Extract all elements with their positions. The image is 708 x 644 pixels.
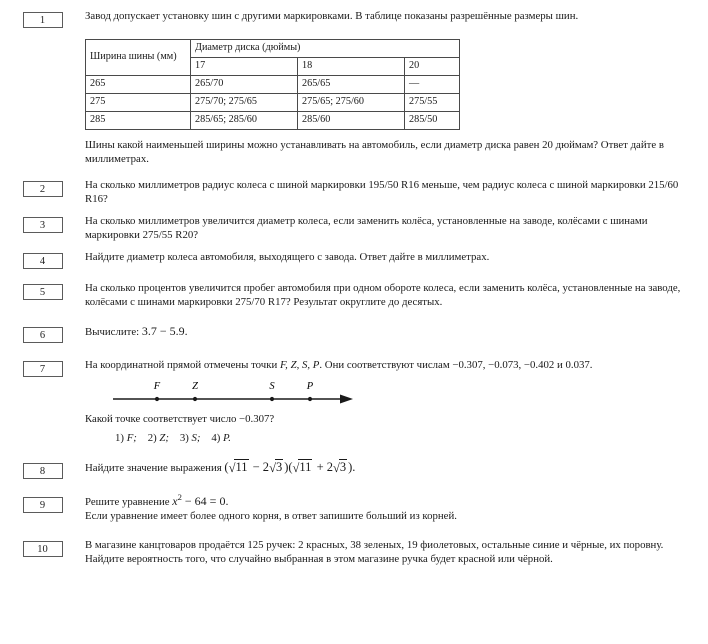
- task-number-cell: [0, 359, 85, 377]
- option-4-label: P.: [223, 432, 231, 444]
- task-1-body: [85, 10, 708, 24]
- task-6-body: [85, 325, 708, 340]
- task-2: [0, 179, 708, 206]
- radical-sign-icon: √: [333, 461, 340, 475]
- spacer: [0, 166, 708, 179]
- cell-width-265: 265: [86, 76, 191, 94]
- radical-sign-icon: √: [228, 461, 236, 475]
- radical-sign-icon: √: [269, 461, 276, 475]
- task-7-question: Какой точке соответствует число −0.307?: [85, 412, 275, 425]
- task-3-body: На сколько миллиметров увеличится диаметр колеса, если заменить колёса, установленные на заводе, колёсами с шинами маркировки 275/55 R20?: [85, 215, 648, 241]
- tyre-sizes-table: [85, 39, 460, 130]
- task-2-body: На сколько миллиметров радиус колеса с шиной маркировки 195/50 R16 меньше, чем радиус колеса с шиной маркировки 215/60 R16?: [85, 179, 679, 205]
- task-1-question-body: [85, 139, 708, 166]
- point-label-f: F: [153, 380, 161, 392]
- subheader-20: 20: [405, 58, 460, 76]
- task-number-cell: [0, 282, 85, 300]
- task-number-box-5[interactable]: 5: [23, 284, 63, 300]
- number-line-figure: [109, 377, 369, 407]
- spacer: [0, 523, 708, 539]
- cell-265-18: 265/65: [298, 76, 405, 94]
- task-8-body: [85, 461, 708, 476]
- task-7-intro-post: . Они соответствуют числам −0.307, −0.073, −0.402 и 0.037.: [319, 359, 593, 371]
- task-8-prefix: Найдите значение выражения: [85, 462, 222, 474]
- task-9-prefix: Решите уравнение: [85, 496, 170, 508]
- task-9-equation: [172, 494, 228, 508]
- subheader-18: 18: [298, 58, 405, 76]
- equation-variable: x: [172, 494, 178, 508]
- header-rim-diameter: Диаметр диска (дюймы): [191, 40, 460, 58]
- radicand-3-b: 3: [275, 460, 283, 474]
- table-row: [86, 94, 460, 112]
- option-3-label: S;: [191, 432, 201, 444]
- task-1-question-row: [0, 139, 708, 166]
- task-number-box-4[interactable]: 4: [23, 253, 63, 269]
- option-4-num: 4): [211, 432, 221, 444]
- cell-275-17: 275/70; 275/65: [191, 94, 298, 112]
- spacer: [0, 445, 708, 461]
- task-9-body: [85, 492, 708, 523]
- task-9: [0, 492, 708, 523]
- cell-275-20: 275/55: [405, 94, 460, 112]
- expr-plus-2: + 2: [316, 460, 333, 474]
- task-6-expression: 3.7 − 5.9.: [141, 324, 188, 338]
- task-7-points-inline: F, Z, S, P: [279, 359, 320, 371]
- task-10: [0, 539, 708, 566]
- subheader-17: 17: [191, 58, 298, 76]
- task-number-cell: [0, 10, 85, 28]
- spacer: [0, 242, 708, 251]
- option-1[interactable]: [115, 432, 137, 444]
- task-4-body: Найдите диаметр колеса автомобиля, выходящего с завода. Ответ дайте в миллиметрах.: [85, 251, 490, 263]
- task-7-options: [115, 432, 696, 445]
- radical-sign-icon: √: [292, 461, 300, 475]
- task-6-prefix: Вычислите:: [85, 326, 140, 338]
- task-number-box-9[interactable]: 9: [23, 497, 63, 513]
- cell-width-275: 275: [86, 94, 191, 112]
- task-7: [0, 359, 708, 445]
- task-number-box-8[interactable]: 8: [23, 463, 63, 479]
- task-number-cell: [0, 325, 85, 343]
- task-1-intro-text: Завод допускает установку шин с другими маркировками. В таблице показаны разрешённые размеры шин.: [85, 10, 579, 22]
- tyre-table-container: [85, 39, 708, 130]
- option-1-num: 1): [115, 432, 124, 444]
- spacer: [0, 479, 708, 495]
- task-number-box-6[interactable]: 6: [23, 327, 63, 343]
- equation-rest: − 64 = 0.: [184, 494, 229, 508]
- point-marker-s: [270, 396, 274, 400]
- number-line-svg: [109, 377, 369, 407]
- task-5-body: На сколько процентов увеличится пробег автомобиля при одном обороте колеса, если заменить колёса, установленные на заводе, колёсами с шинами маркировки 275/70 R17? Результат округлите до десятых.: [85, 282, 681, 308]
- task-number-cell: [0, 179, 85, 197]
- cell-285-17: 285/65; 285/60: [191, 112, 298, 130]
- spacer: [0, 309, 708, 325]
- task-8: [0, 461, 708, 479]
- task-1-question-text: Шины какой наименьшей ширины можно устанавливать на автомобиль, если диаметр диска равен 20 дюймам? Ответ дайте в миллиметрах.: [85, 139, 664, 165]
- point-label-z: Z: [192, 380, 198, 392]
- task-number-box-10[interactable]: 10: [23, 541, 63, 557]
- equation-exponent: 2: [177, 492, 182, 502]
- expr-open-paren-1: (: [224, 460, 229, 474]
- option-2[interactable]: [148, 432, 169, 444]
- option-3-num: 3): [179, 432, 189, 444]
- task-7-intro: [85, 359, 696, 373]
- table-row: [86, 76, 460, 94]
- task-number-cell: [0, 495, 85, 513]
- cell-width-285: 285: [86, 112, 191, 130]
- cell-285-20: 285/50: [405, 112, 460, 130]
- option-3[interactable]: [180, 432, 201, 444]
- task-number-box-2[interactable]: 2: [23, 181, 63, 197]
- option-2-label: Z;: [159, 432, 170, 444]
- task-10-body: [85, 539, 708, 566]
- radicand-11-a: 11: [235, 460, 248, 474]
- task-1-question-spacer: [0, 139, 85, 141]
- task-6: [0, 325, 708, 343]
- task-number-box-7[interactable]: 7: [23, 361, 63, 377]
- radicand-3-d: 3: [339, 460, 347, 474]
- expr-minus-2: − 2: [252, 460, 270, 474]
- point-marker-f: [155, 396, 159, 400]
- sqrt-11-c: [293, 461, 314, 476]
- task-3: [0, 215, 708, 242]
- radicand-11-c: 11: [299, 460, 312, 474]
- spacer: [0, 206, 708, 215]
- task-5: [0, 282, 708, 309]
- task-7-intro-pre: На координатной прямой отмечены точки: [85, 359, 280, 371]
- cell-285-18: 285/60: [298, 112, 405, 130]
- task-8-expression: [224, 460, 355, 474]
- task-10-line-2: Найдите вероятность того, что случайно выбранная в этом магазине ручка будет красной или чёрной.: [85, 552, 553, 565]
- task-number-cell: [0, 215, 85, 233]
- spacer: [0, 269, 708, 282]
- table-header-row-1: [86, 40, 460, 58]
- expr-close-open-paren: )(: [284, 460, 293, 474]
- expr-close-paren-2: ).: [348, 460, 356, 474]
- task-number-cell: [0, 461, 85, 479]
- task-number-cell: [0, 539, 85, 557]
- point-marker-z: [193, 396, 197, 400]
- sqrt-3-b: [269, 461, 284, 476]
- option-1-label: F;: [126, 432, 137, 444]
- cell-265-17: 265/70: [191, 76, 298, 94]
- task-number-box-1[interactable]: 1: [23, 12, 63, 28]
- axis-arrow-icon: [340, 394, 353, 403]
- task-9-line-1: [85, 492, 696, 510]
- table-row: [86, 112, 460, 130]
- sqrt-11-a: [229, 461, 250, 476]
- sqrt-3-d: [333, 461, 348, 476]
- task-number-box-3[interactable]: 3: [23, 217, 63, 233]
- point-label-s: S: [269, 380, 275, 392]
- header-tyre-width: Ширина шины (мм): [86, 40, 191, 76]
- cell-275-18: 275/65; 275/60: [298, 94, 405, 112]
- task-7-body: [85, 359, 708, 445]
- option-4[interactable]: [211, 432, 231, 444]
- point-label-p: P: [306, 380, 314, 392]
- task-1: [0, 10, 708, 28]
- task-4: [0, 251, 708, 269]
- spacer: [0, 343, 708, 359]
- cell-265-20: —: [405, 76, 460, 94]
- task-number-cell: [0, 251, 85, 269]
- task-10-line-1: В магазине канцтоваров продаётся 125 ручек: 2 красных, 38 зеленых, 19 фиолетовых, остальные синие и чёрные, их поровну.: [85, 539, 664, 551]
- option-2-num: 2): [147, 432, 157, 444]
- task-9-line-2: Если уравнение имеет более одного корня, в ответ запишите больший из корней.: [85, 509, 457, 522]
- point-marker-p: [308, 396, 312, 400]
